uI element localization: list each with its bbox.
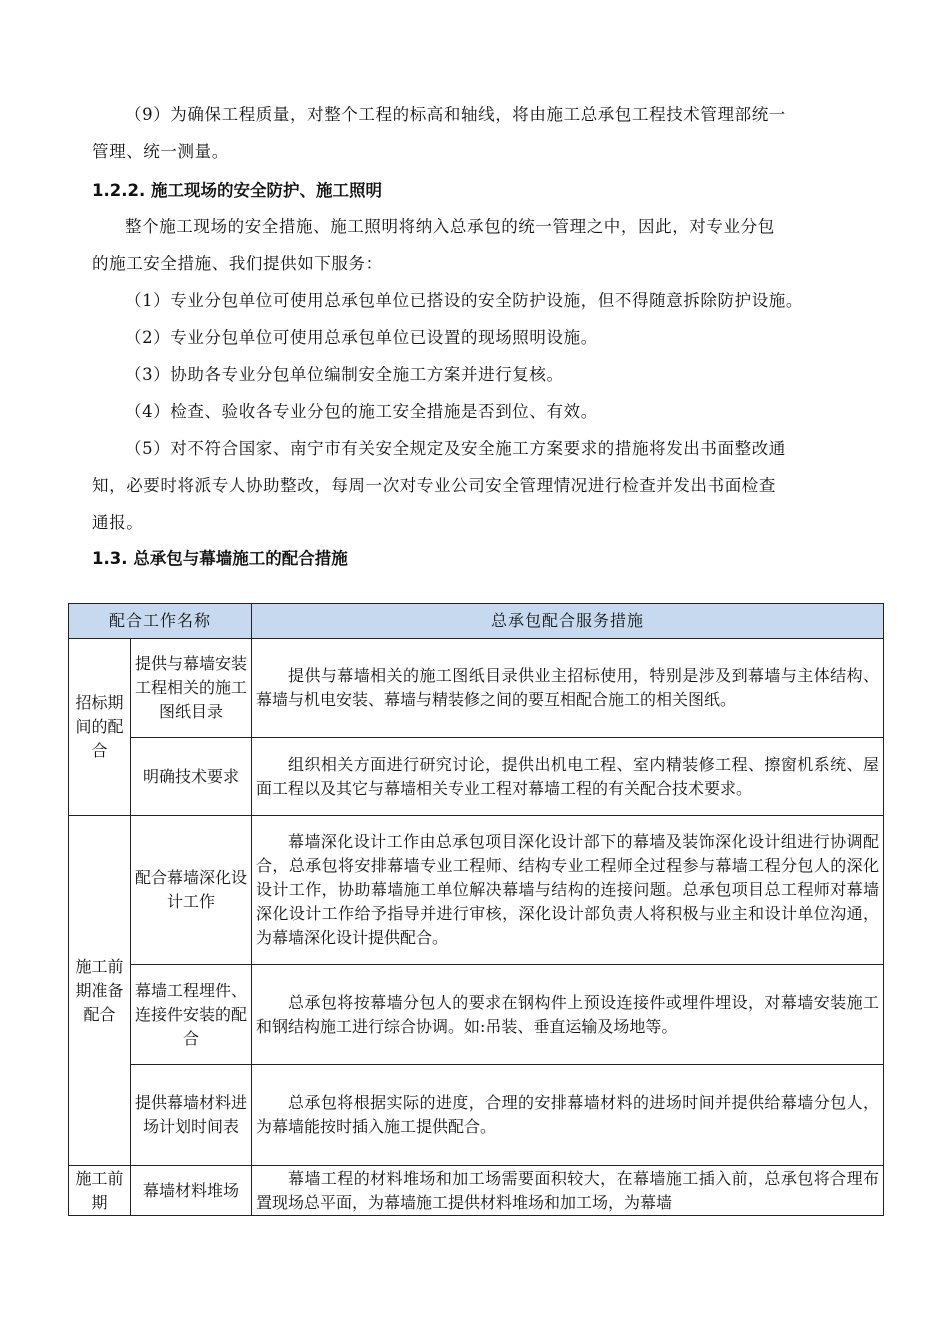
phase-cell: 施工前期准备配合 (69, 816, 131, 1166)
desc-cell: 提供与幕墙相关的施工图纸目录供业主招标使用，特别是涉及到幕墙与主体结构、幕墙与机电安装、幕墙与精装修之间的要互相配合施工的相关图纸。 (252, 639, 884, 738)
paragraph-line: （9）为确保工程质量，对整个工程的标高和轴线，将由施工总承包工程技术管理部统一 (125, 105, 786, 124)
list-item-3: （3）协助各专业分包单位编制安全施工方案并进行复核。 (125, 365, 564, 384)
list-item-1: （1）专业分包单位可使用总承包单位已搭设的安全防护设施，但不得随意拆除防护设施。 (125, 291, 803, 310)
paragraph-line: 管理、统一测量。 (92, 142, 229, 161)
section-heading-1-2-2: 1.2.2. 施工现场的安全防护、施工照明 (92, 181, 382, 200)
table-row (69, 639, 884, 738)
paragraph-line: 的施工安全措施、我们提供如下服务： (92, 254, 383, 273)
table-row (69, 816, 884, 965)
list-item-5-cont: 知，必要时将派专人协助整改，每周一次对专业公司安全管理情况进行检查并发出书面检查 (92, 476, 776, 495)
list-item-5: （5）对不符合国家、南宁市有关安全规定及安全施工方案要求的措施将发出书面整改通 (125, 439, 786, 458)
desc-cell: 幕墙工程的材料堆场和加工场需要面积较大，在幕墙施工插入前，总承包将合理布置现场总平面，为幕墙施工提供材料堆场和加工场，为幕墙 (252, 1166, 884, 1216)
list-item-2: （2）专业分包单位可使用总承包单位已设置的现场照明设施。 (125, 328, 598, 347)
item-cell: 幕墙材料堆场 (131, 1166, 252, 1216)
table-row (69, 965, 884, 1065)
list-items (92, 282, 872, 541)
header-work-name: 配合工作名称 (69, 604, 252, 639)
item-cell: 提供幕墙材料进场计划时间表 (131, 1065, 252, 1166)
table-header-row (69, 604, 884, 639)
item-cell: 配合幕墙深化设计工作 (131, 816, 252, 965)
header-service-measures: 总承包配合服务措施 (252, 604, 884, 639)
section-heading-1-3: 1.3. 总承包与幕墙施工的配合措施 (92, 549, 348, 568)
item-cell: 提供与幕墙安装工程相关的施工图纸目录 (131, 639, 252, 738)
desc-cell: 总承包将按幕墙分包人的要求在钢构件上预设连接件或埋件埋设，对幕墙安装施工和钢结构施工进行综合协调。如:吊装、垂直运输及场地等。 (252, 965, 884, 1065)
item-cell: 明确技术要求 (131, 738, 252, 816)
list-item-5-cont: 通报。 (92, 513, 144, 532)
list-item-4: （4）检查、验收各专业分包的施工安全措施是否到位、有效。 (125, 402, 598, 421)
item-cell: 幕墙工程埋件、连接件安装的配合 (131, 965, 252, 1065)
cooperation-table (68, 603, 884, 1216)
paragraph-item-9 (92, 96, 872, 170)
table-row (69, 1065, 884, 1166)
paragraph-intro (92, 208, 872, 282)
table-row (69, 738, 884, 816)
desc-cell: 总承包将根据实际的进度，合理的安排幕墙材料的进场时间并提供给幕墙分包人，为幕墙能按时插入施工提供配合。 (252, 1065, 884, 1166)
phase-cell: 招标期间的配合 (69, 639, 131, 816)
phase-cell: 施工前期 (69, 1166, 131, 1216)
desc-cell: 组织相关方面进行研究讨论，提供出机电工程、室内精装修工程、擦窗机系统、屋面工程以及其它与幕墙相关专业工程对幕墙工程的有关配合技术要求。 (252, 738, 884, 816)
desc-cell: 幕墙深化设计工作由总承包项目深化设计部下的幕墙及装饰深化设计组进行协调配合，总承包将安排幕墙专业工程师、结构专业工程师全过程参与幕墙工程分包人的深化设计工作，协助幕墙施工单位解决幕墙与结构的连接问题。总承包项目总工程师对幕墙深化设计工作给予指导并进行审核，深化设计部负责人将积极与业主和设计单位沟通，为幕墙深化设计提供配合。 (252, 816, 884, 965)
paragraph-line: 整个施工现场的安全措施、施工照明将纳入总承包的统一管理之中，因此，对专业分包 (125, 217, 775, 236)
table-row (69, 1166, 884, 1216)
